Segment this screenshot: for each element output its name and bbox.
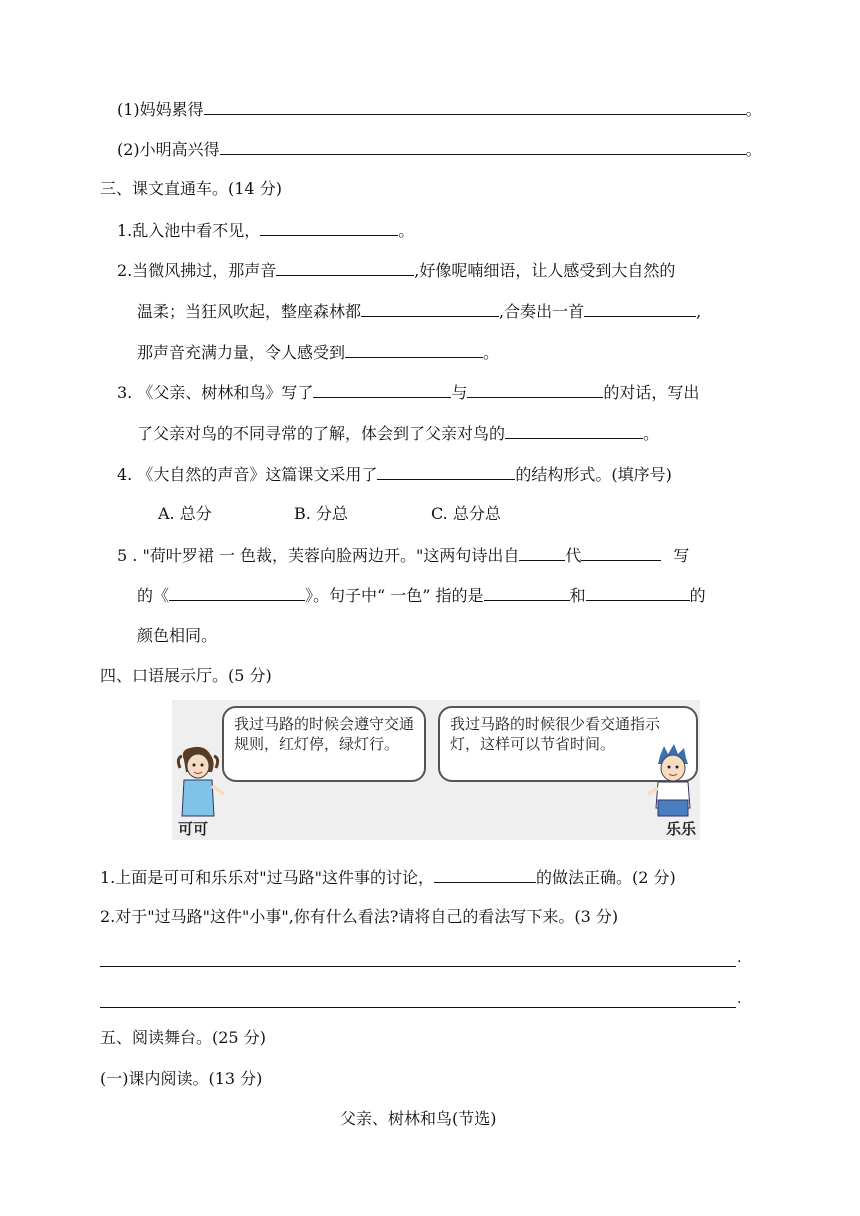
q-text: 4. 《大自然的声音》这篇课文采用了: [117, 465, 378, 484]
part4-q2: 2.对于"过马路"这件"小事",你有什么看法?请将自己的看法写下来。(3 分): [100, 907, 619, 926]
speaker-name-right: 乐乐: [666, 820, 697, 838]
section-heading-5: 五、阅读舞台。(25 分): [100, 1028, 266, 1047]
punct: ,: [696, 302, 702, 321]
q-text: 的对话，写出: [603, 383, 700, 402]
answer-blank[interactable]: [260, 219, 398, 236]
q-text: 与: [451, 383, 468, 402]
answer-blank[interactable]: [519, 544, 565, 561]
q-text: 的做法正确。(2 分): [536, 868, 676, 887]
answer-blank[interactable]: [505, 422, 643, 439]
answer-line-2[interactable]: [100, 1006, 736, 1008]
part3-q3-line1: [117, 381, 699, 404]
q-line-1: [117, 98, 762, 121]
answer-blank[interactable]: [276, 259, 414, 276]
part3-q5-line1: [117, 544, 689, 567]
q-text: ,好像呢喃细语，让人感受到大自然的: [414, 261, 676, 280]
answer-blank[interactable]: [584, 300, 696, 317]
punct: 。: [643, 424, 660, 443]
answer-blank[interactable]: [581, 544, 661, 561]
answer-blank[interactable]: [484, 584, 570, 601]
punct: 。: [745, 100, 762, 119]
punct: 。: [483, 343, 500, 362]
q-text: 的: [689, 586, 706, 605]
q-prefix: (1)妈妈累得: [117, 100, 204, 119]
part3-q5-line2: [137, 584, 706, 607]
q-line-2: [117, 138, 762, 161]
part3-q5-line3: 颜色相同。: [137, 626, 218, 645]
punct: 。: [745, 140, 762, 159]
answer-blank[interactable]: [377, 463, 515, 480]
option-b[interactable]: B. 分总: [294, 504, 348, 523]
q-text: 的《: [137, 586, 170, 605]
q-text: 温柔；当狂风吹起，整座森林都: [137, 302, 362, 321]
answer-blank[interactable]: [169, 584, 305, 601]
q-text: 代: [565, 546, 582, 565]
option-a[interactable]: A. 总分: [158, 504, 212, 523]
punct: 。: [398, 221, 415, 240]
section-heading-4: 四、口语展示厅。(5 分): [100, 666, 272, 685]
q-text: 》。句子中“ 一色” 指的是: [305, 586, 484, 605]
q-text: 5 . "荷叶罗裙 一 色裁，芙蓉向脸两边开。"这两句诗出自: [117, 546, 520, 565]
boy-ll-figure: [648, 744, 698, 818]
answer-blank[interactable]: [586, 584, 690, 601]
part3-q2-line1: [117, 259, 675, 282]
answer-line-1[interactable]: [100, 965, 736, 967]
part3-q1: [117, 219, 414, 242]
line-end-mark: .: [737, 991, 742, 1007]
q-text: 写: [673, 546, 690, 565]
answer-blank[interactable]: [345, 341, 483, 358]
part3-q4: [117, 463, 672, 486]
q-text: 的结构形式。(填序号): [515, 465, 672, 484]
line-end-mark: .: [737, 950, 742, 966]
answer-blank[interactable]: [361, 300, 499, 317]
answer-blank[interactable]: [204, 98, 746, 115]
speaker-name-left: 可可: [178, 820, 209, 838]
speech-bubble-left: 我过马路的时候会遵守交通规则，红灯停，绿灯行。: [222, 706, 426, 782]
option-c[interactable]: C. 总分总: [431, 504, 501, 523]
subsection-heading: (一)课内阅读。(13 分): [100, 1069, 263, 1088]
q-text: 和: [569, 586, 586, 605]
q-text: ,合奏出一首: [499, 302, 585, 321]
answer-blank[interactable]: [313, 381, 451, 398]
part4-q1: [100, 866, 676, 889]
answer-blank[interactable]: [220, 138, 746, 155]
part3-q3-line2: [137, 422, 659, 445]
q-text: 1.乱入池中看不见，: [117, 221, 261, 240]
part3-q2-line3: [137, 341, 499, 364]
dialogue-illustration: [172, 700, 700, 840]
answer-blank[interactable]: [467, 381, 603, 398]
q-text: 那声音充满力量，令人感受到: [137, 343, 346, 362]
q-text: 3. 《父亲、树林和鸟》写了: [117, 383, 314, 402]
q-text: 2.当微风拂过，那声音: [117, 261, 277, 280]
part3-q2-line2: [137, 300, 701, 323]
answer-blank[interactable]: [434, 866, 536, 883]
girl-kk-figure: [174, 746, 224, 818]
speech-bubble-right: 我过马路的时候很少看交通指示灯，这样可以节省时间。: [438, 706, 698, 782]
q-prefix: (2)小明高兴得: [117, 140, 220, 159]
q-text: 了父亲对鸟的不同寻常的了解，体会到了父亲对鸟的: [137, 424, 506, 443]
section-heading-3: 三、课文直通车。(14 分): [100, 179, 282, 198]
passage-title: 父亲、树林和鸟(节选): [340, 1109, 497, 1128]
q-text: 1.上面是可可和乐乐对"过马路"这件事的讨论，: [100, 868, 434, 887]
